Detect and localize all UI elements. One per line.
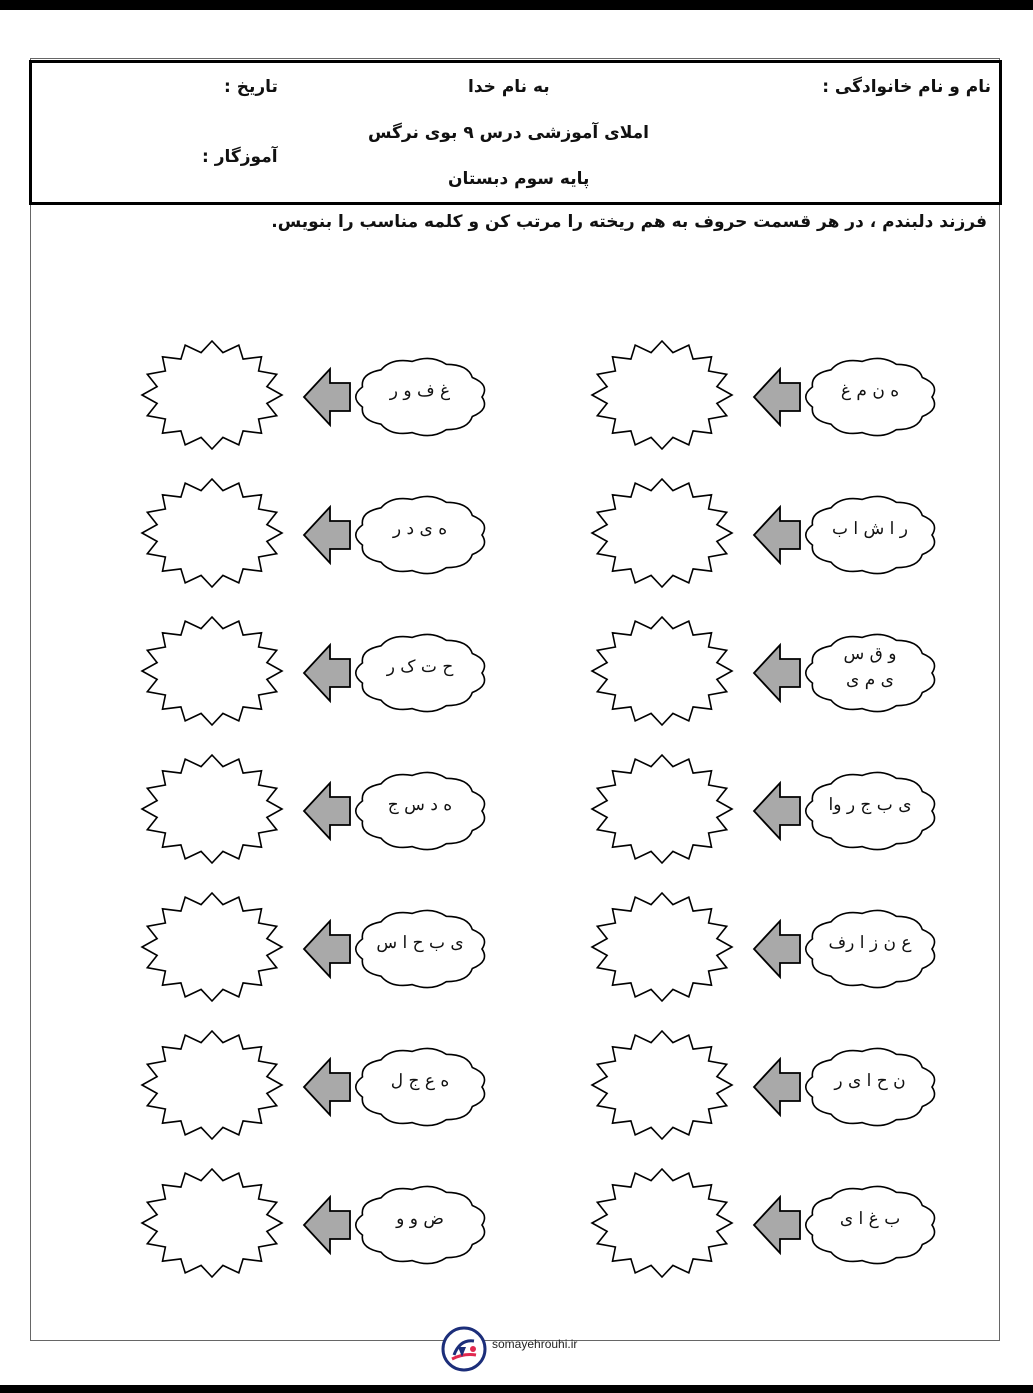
exercise-left-1	[140, 335, 500, 455]
exercise-right-7	[590, 1163, 950, 1283]
answer-starburst[interactable]	[592, 479, 732, 587]
letters-line-1: ی ب ج ر وا	[828, 795, 912, 815]
top-black-bar	[0, 0, 1033, 10]
site-logo-icon	[440, 1325, 488, 1373]
answer-starburst[interactable]	[142, 617, 282, 725]
date-label: تاریخ :	[224, 77, 278, 97]
letters-line-1: ر ا ش ا ب	[831, 519, 909, 539]
arrow-left-icon	[304, 1059, 350, 1115]
answer-starburst[interactable]	[142, 341, 282, 449]
arrow-left-icon	[754, 645, 800, 701]
worksheet-title: املای آموزشی درس ۹ بوی نرگس	[368, 123, 650, 143]
exercise-right-6	[590, 1025, 950, 1145]
answer-starburst[interactable]	[592, 617, 732, 725]
bottom-black-bar	[0, 1385, 1033, 1393]
answer-starburst[interactable]	[142, 755, 282, 863]
arrow-left-icon	[304, 645, 350, 701]
scrambled-letters	[355, 913, 485, 973]
scrambled-letters	[355, 775, 485, 835]
exercise-right-2	[590, 473, 950, 593]
exercise-left-6	[140, 1025, 500, 1145]
teacher-label: آموزگار :	[202, 147, 278, 167]
exercise-right-4	[590, 749, 950, 869]
answer-starburst[interactable]	[142, 1169, 282, 1277]
letters-line-1: ب غ ا ی	[839, 1209, 901, 1229]
answer-starburst[interactable]	[142, 479, 282, 587]
scrambled-letters	[355, 637, 485, 697]
scrambled-letters	[355, 1051, 485, 1111]
footer	[440, 1325, 620, 1375]
letters-line-1: ه ع ج ل	[390, 1071, 450, 1091]
arrow-left-icon	[304, 369, 350, 425]
answer-starburst[interactable]	[592, 1031, 732, 1139]
exercise-right-1	[590, 335, 950, 455]
student-name-label: نام و نام خانوادگی :	[822, 77, 991, 97]
answer-starburst[interactable]	[142, 893, 282, 1001]
instruction-text: فرزند دلبندم ، در هر قسمت حروف به هم ریخته را مرتب کن و کلمه مناسب را بنویس.	[271, 212, 987, 232]
letters-line-1: ه ی د ر	[392, 519, 448, 539]
answer-starburst[interactable]	[592, 341, 732, 449]
letters-line-1: ی ب ح ا س	[376, 933, 464, 953]
arrow-left-icon	[754, 507, 800, 563]
exercise-left-3	[140, 611, 500, 731]
site-url: somayehrouhi.ir	[492, 1337, 578, 1351]
letters-line-2: ی م ی	[846, 670, 894, 690]
answer-starburst[interactable]	[142, 1031, 282, 1139]
letters-line-1: ه د س ج	[387, 795, 453, 815]
scrambled-letters	[355, 499, 485, 559]
arrow-left-icon	[754, 369, 800, 425]
scrambled-letters	[355, 1189, 485, 1249]
letters-line-1: ض و و	[396, 1209, 444, 1229]
letters-line-1: ع ن ز ا رف	[828, 933, 912, 953]
arrow-left-icon	[304, 783, 350, 839]
arrow-left-icon	[754, 1197, 800, 1253]
exercise-right-3	[590, 611, 950, 731]
exercise-left-7	[140, 1163, 500, 1283]
letters-line-1: و ق س	[843, 644, 897, 664]
exercise-left-4	[140, 749, 500, 869]
arrow-left-icon	[754, 783, 800, 839]
arrow-left-icon	[304, 507, 350, 563]
answer-starburst[interactable]	[592, 755, 732, 863]
exercise-left-5	[140, 887, 500, 1007]
letters-line-1: ن ح ا ی ر	[834, 1071, 906, 1091]
arrow-left-icon	[304, 1197, 350, 1253]
exercise-left-2	[140, 473, 500, 593]
letters-line-1: ه ن م غ	[840, 381, 900, 401]
scrambled-letters	[805, 1051, 935, 1111]
scrambled-letters	[805, 637, 935, 697]
scrambled-letters	[805, 361, 935, 421]
scrambled-letters	[805, 1189, 935, 1249]
arrow-left-icon	[754, 1059, 800, 1115]
scrambled-letters	[805, 499, 935, 559]
answer-starburst[interactable]	[592, 893, 732, 1001]
arrow-left-icon	[304, 921, 350, 977]
letters-line-1: غ ف و ر	[389, 381, 451, 401]
scrambled-letters	[805, 775, 935, 835]
exercise-right-5	[590, 887, 950, 1007]
basmala-heading: به نام خدا	[468, 77, 550, 97]
answer-starburst[interactable]	[592, 1169, 732, 1277]
scrambled-letters	[805, 913, 935, 973]
arrow-left-icon	[754, 921, 800, 977]
grade-label: پایه سوم دبستان	[448, 169, 590, 189]
letters-line-1: ح ت ک ر	[386, 657, 454, 677]
scrambled-letters	[355, 361, 485, 421]
worksheet-header	[29, 60, 1002, 205]
